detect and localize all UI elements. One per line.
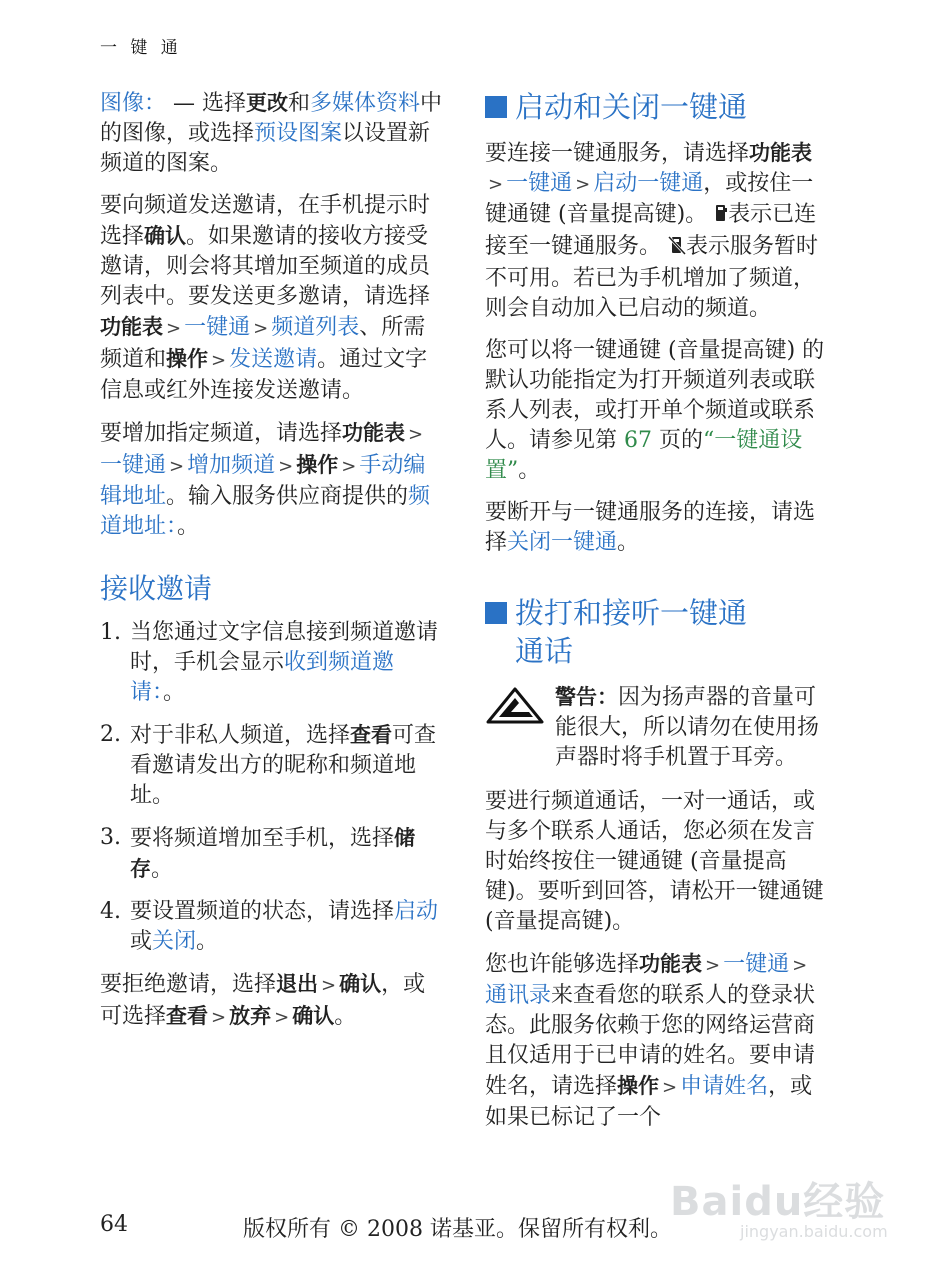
menu-ptt: 一键通 (723, 952, 790, 977)
text: 、所需频道和 (100, 315, 426, 372)
command-change: 更改 (246, 91, 289, 115)
menu-separator: > (211, 350, 227, 371)
paragraph-reject-invite (100, 969, 445, 1033)
text: 。 (177, 514, 200, 539)
text: 。 (151, 857, 174, 882)
list-number: 4. (100, 899, 121, 924)
subsection-title-receive-invite: 接收邀请 (100, 572, 213, 605)
list-item (100, 720, 445, 811)
menu-separator: > (278, 456, 294, 477)
option-inactive: 关闭 (152, 929, 197, 954)
menu-separator: > (253, 318, 269, 339)
text: ，或如果已标记了一个 (485, 1074, 813, 1130)
menu-contacts: 通讯录 (485, 983, 552, 1008)
list-number: 3. (100, 825, 121, 850)
command-save: 储存 (130, 826, 416, 881)
menu-separator: > (341, 456, 357, 477)
title-line: 通话 (515, 634, 574, 668)
text: 或 (130, 929, 153, 954)
menu-separator: > (575, 174, 591, 195)
text: 对于非私人频道，选择 (130, 723, 351, 748)
section-title-activate (485, 88, 830, 126)
menu-ptt: 一键通 (184, 315, 251, 340)
text: 因为扬声器的音量可能很大，所以请勿在使用扬声器时将手机置于耳旁。 (555, 685, 820, 770)
text: 要将频道增加至手机，选择 (130, 826, 395, 851)
page-reference[interactable]: 67 (624, 428, 652, 453)
text: 可查看邀请发出方的昵称和频道地址。 (130, 723, 437, 808)
warning-text (555, 682, 830, 773)
text: — 选择 (166, 91, 247, 116)
text: 。 (617, 530, 640, 555)
menu-separator: > (274, 1007, 290, 1028)
watermark-text: Baidu经验 (670, 1179, 886, 1225)
menu-separator: > (488, 174, 504, 195)
text: 。 (196, 929, 219, 954)
text: 您可以将一键通键 (音量提高键) 的默认功能指定为打开频道列表或联系人列表，或打开单个频道或联系人。请参见第 (485, 338, 825, 453)
paragraph-disconnect (485, 498, 830, 558)
text: 以设置新频道的图案。 (100, 121, 431, 176)
menu-gallery: 多媒体资料 (310, 91, 421, 116)
copyright-notice: 版权所有 © 2008 诺基亚。保留所有权利。 (243, 1217, 672, 1242)
text: 当您通过文字信息接到频道邀请时，手机会显示 (130, 620, 439, 675)
menu-separator: > (321, 975, 337, 996)
command-menu: 功能表 (639, 952, 703, 976)
menu-separator: > (166, 318, 182, 339)
menu-subscribe-name: 申请姓名 (680, 1074, 769, 1099)
text: 。输入服务供应商提供的 (166, 484, 409, 509)
text: 要连接一键通服务，请选择 (485, 141, 750, 166)
text: 要拒绝邀请，选择 (100, 972, 277, 997)
text: 表示服务暂时不可用。若已为手机增加了频道，则会自动加入已启动的频道。 (485, 234, 819, 321)
text: 要断开与一键通服务的连接，请选择 (485, 500, 816, 555)
menu-separator: > (792, 955, 808, 976)
menu-preset-pattern: 预设图案 (254, 121, 343, 146)
list-text (130, 720, 445, 811)
title-line: 拨打和接听一键通 (515, 596, 748, 630)
text: ，或按住一键通键 (音量提高键)。 (485, 171, 814, 227)
paragraph-image (100, 88, 445, 179)
text: 和 (288, 91, 311, 116)
menu-separator: > (705, 955, 721, 976)
text: 来查看您的联系人的登录状态。此服务依赖于您的网络运营商且仅适用于已申请的姓名。要申请姓名，请选择 (485, 983, 816, 1099)
command-view: 查看 (350, 723, 393, 747)
section-title-text (515, 594, 747, 670)
command-options: 操作 (617, 1074, 660, 1098)
term-invite-received: 收到频道邀请： (130, 650, 395, 705)
list-text (130, 618, 445, 708)
section-title-calls (485, 594, 830, 670)
menu-add-channel: 增加频道 (187, 453, 276, 478)
list-text (130, 823, 445, 885)
warning-label: 警告： (555, 685, 618, 709)
text: 。 (163, 680, 186, 705)
warning-box (485, 682, 830, 773)
menu-separator: > (211, 1007, 227, 1028)
command-menu: 功能表 (749, 141, 813, 165)
term-channel-address: 频道地址： (100, 484, 431, 539)
running-header: 一 键 通 (100, 38, 182, 58)
steps-list (100, 618, 445, 957)
paragraph-make-call: 要进行频道通话，一对一通话，或与多个联系人通话，您必须在发言时始终按住一键通键 (音量提高键)。要听到回答，请松开一键通键 (音量提高键)。 (485, 789, 824, 934)
menu-separator: > (662, 1077, 678, 1098)
text: 页的 (652, 428, 703, 453)
command-menu: 功能表 (342, 421, 406, 445)
text: 。 (518, 458, 541, 483)
term-image: 图像： (100, 91, 167, 116)
text: 要向频道发送邀请，在手机提示时选择 (100, 193, 431, 249)
command-view: 查看 (166, 1004, 209, 1028)
list-item (100, 823, 445, 885)
paragraph-connect (485, 138, 830, 324)
ptt-unavailable-icon (668, 234, 686, 264)
list-number: 2. (100, 722, 121, 747)
command-menu: 功能表 (100, 315, 163, 339)
text: 中的图像，或选择 (100, 91, 443, 146)
text: 要设置频道的状态，请选择 (130, 899, 395, 924)
list-text (130, 897, 445, 957)
command-confirm: 确认 (144, 224, 187, 248)
command-confirm: 确认 (292, 1004, 335, 1028)
left-column (100, 88, 445, 1045)
paragraph-send-invite (100, 191, 445, 406)
list-item (100, 897, 445, 957)
menu-activate-ptt: 启动一键通 (593, 171, 704, 196)
menu-channel-list: 频道列表 (271, 315, 360, 340)
section-marker-icon (485, 96, 507, 118)
command-options: 操作 (296, 453, 339, 477)
list-number: 1. (100, 620, 121, 645)
text: 。通过文字信息或红外连接发送邀请。 (100, 347, 428, 403)
text: 。 (334, 1004, 357, 1029)
watermark-url: jingyan.baidu.com (740, 1222, 888, 1241)
menu-send-invite: 发送邀请 (229, 347, 318, 372)
command-exit: 退出 (276, 972, 319, 996)
cross-reference-link[interactable]: “一键通设置” (485, 428, 803, 483)
ptt-connected-icon (714, 202, 728, 232)
option-active: 启动 (394, 899, 439, 924)
menu-deactivate-ptt: 关闭一键通 (507, 530, 618, 555)
command-discard: 放弃 (229, 1004, 272, 1028)
text: 表示已连接至一键通服务。 (485, 202, 817, 259)
text: 要增加指定频道，请选择 (100, 421, 343, 446)
paragraph-add-channel (100, 418, 445, 542)
watermark-logo (660, 1140, 890, 1250)
command-confirm: 确认 (339, 972, 382, 996)
menu-ptt: 一键通 (506, 171, 573, 196)
right-column (485, 88, 830, 1145)
text: ，或可选择 (100, 972, 426, 1029)
warning-icon (485, 682, 555, 773)
page-number: 64 (100, 1212, 128, 1237)
menu-ptt: 一键通 (100, 453, 167, 478)
section-title-text: 启动和关闭一键通 (515, 90, 748, 124)
paragraph-login-status (485, 949, 830, 1133)
list-item (100, 618, 445, 708)
command-options: 操作 (166, 347, 209, 371)
menu-separator: > (169, 456, 185, 477)
text: 。如果邀请的接收方接受邀请，则会将其增加至频道的成员列表中。要发送更多邀请，请选择 (100, 224, 431, 309)
text: 您也许能够选择 (485, 952, 640, 977)
menu-edit-address: 手动编辑地址 (100, 453, 426, 509)
paragraph-default-function (485, 336, 830, 486)
menu-separator: > (408, 424, 424, 445)
section-marker-icon (485, 602, 507, 624)
